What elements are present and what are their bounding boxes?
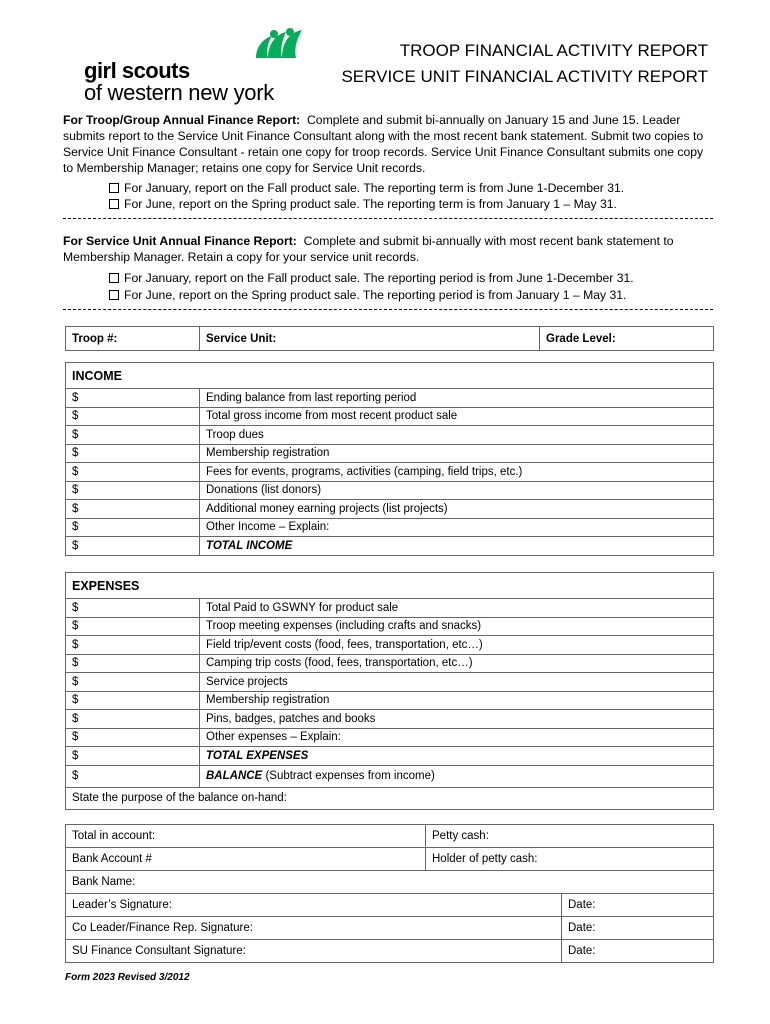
su-consultant-date-field[interactable]: Date: (562, 940, 714, 963)
su-option-january[interactable]: For January, report on the Fall product sale. The reporting period is from June 1-December 31. (109, 270, 634, 286)
amount-field[interactable]: $ (66, 407, 200, 426)
logo-line1: girl scouts (84, 58, 190, 83)
amount-field[interactable]: $ (66, 463, 200, 482)
table-row (66, 426, 714, 445)
row-label: Donations (list donors) (200, 481, 714, 500)
income-header: INCOME (66, 363, 714, 389)
leader-date-field[interactable]: Date: (562, 894, 714, 917)
amount-field[interactable]: $ (66, 636, 200, 655)
total-income-label: TOTAL INCOME (200, 537, 714, 556)
amount-field[interactable]: $ (66, 518, 200, 537)
troop-number-field[interactable]: Troop #: (66, 327, 200, 351)
row-label: Camping trip costs (food, fees, transportation, etc…) (200, 654, 714, 673)
amount-field[interactable]: $ (66, 691, 200, 710)
su-instructions (63, 233, 713, 265)
total-in-account-field[interactable]: Total in account: (66, 825, 426, 848)
amount-field[interactable]: $ (66, 389, 200, 408)
table-row (66, 787, 714, 809)
balance-cell (200, 765, 714, 787)
checkbox-icon[interactable] (109, 183, 119, 193)
amount-field[interactable]: $ (66, 654, 200, 673)
row-label: Membership registration (200, 444, 714, 463)
troop-heading: For Troop/Group Annual Finance Report: (63, 113, 301, 127)
su-heading: For Service Unit Annual Finance Report: (63, 234, 297, 248)
su-consultant-signature-field[interactable]: SU Finance Consultant Signature: (66, 940, 562, 963)
income-table (65, 362, 714, 556)
table-row (66, 389, 714, 408)
table-row (66, 537, 714, 556)
row-label: Total gross income from most recent product sale (200, 407, 714, 426)
troop-info-table (65, 326, 714, 351)
total-expenses-label: TOTAL EXPENSES (200, 747, 714, 766)
table-row (66, 407, 714, 426)
expenses-header: EXPENSES (66, 573, 714, 599)
troop-option-june[interactable]: For June, report on the Spring product sale. The reporting term is from January 1 – May 31. (109, 196, 617, 212)
grade-level-field[interactable]: Grade Level: (540, 327, 714, 351)
row-label: Total Paid to GSWNY for product sale (200, 599, 714, 618)
balance-amount[interactable]: $ (66, 765, 200, 787)
troop-option-january[interactable]: For January, report on the Fall product sale. The reporting term is from June 1-December 31. (109, 180, 624, 196)
amount-field[interactable]: $ (66, 673, 200, 692)
amount-field[interactable]: $ (66, 481, 200, 500)
coleader-date-field[interactable]: Date: (562, 917, 714, 940)
checkbox-icon[interactable] (109, 273, 119, 283)
petty-cash-field[interactable]: Petty cash: (426, 825, 714, 848)
petty-cash-holder-field[interactable]: Holder of petty cash: (426, 848, 714, 871)
row-label: Field trip/event costs (food, fees, transportation, etc…) (200, 636, 714, 655)
logo-line2: of western new york (84, 80, 274, 105)
row-label: Other expenses – Explain: (200, 728, 714, 747)
account-table (65, 824, 714, 963)
row-label: Service projects (200, 673, 714, 692)
table-row (66, 518, 714, 537)
troop-instructions (63, 112, 713, 176)
service-unit-field[interactable]: Service Unit: (200, 327, 540, 351)
su-text: Complete and submit bi-annually with most recent bank statement to Membership Manager. Retain a copy for your service unit records. (63, 234, 674, 264)
amount-field[interactable]: $ (66, 617, 200, 636)
divider (63, 218, 713, 219)
total-expenses-amount[interactable]: $ (66, 747, 200, 766)
su-option-june[interactable]: For June, report on the Spring product sale. The reporting period is from January 1 – May 31. (109, 287, 626, 303)
report-titles (341, 38, 708, 90)
amount-field[interactable]: $ (66, 500, 200, 519)
form-revision: Form 2023 Revised 3/2012 (65, 972, 190, 983)
troop-text: Complete and submit bi-annually on January 15 and June 15. Leader submits report to the Service Unit Finance Consultant along with the most recent bank statement. Submit two copies to Service Unit Finance Consultant - retain one copy for troop records. Service Unit Finance Consultant submits one copy to Membership Manager; retains one copy for Service Unit records. (63, 113, 704, 175)
balance-label: BALANCE (206, 770, 263, 782)
checkbox-icon[interactable] (109, 199, 119, 209)
table-row (66, 444, 714, 463)
row-label: Membership registration (200, 691, 714, 710)
row-label: Additional money earning projects (list projects) (200, 500, 714, 519)
table-row (66, 599, 714, 618)
amount-field[interactable]: $ (66, 444, 200, 463)
title-troop: TROOP FINANCIAL ACTIVITY REPORT (399, 41, 708, 60)
table-row (66, 691, 714, 710)
row-label: Pins, badges, patches and books (200, 710, 714, 729)
expenses-table (65, 572, 714, 810)
logo (84, 28, 314, 108)
table-row (66, 500, 714, 519)
table-row (66, 673, 714, 692)
checkbox-icon[interactable] (109, 290, 119, 300)
bank-account-field[interactable]: Bank Account # (66, 848, 426, 871)
table-row (66, 747, 714, 766)
table-row (66, 765, 714, 787)
amount-field[interactable]: $ (66, 599, 200, 618)
amount-field[interactable]: $ (66, 426, 200, 445)
coleader-signature-field[interactable]: Co Leader/Finance Rep. Signature: (66, 917, 562, 940)
row-label: Troop meeting expenses (including crafts and snacks) (200, 617, 714, 636)
row-label: Fees for events, programs, activities (camping, field trips, etc.) (200, 463, 714, 482)
table-row (66, 710, 714, 729)
table-row (66, 481, 714, 500)
balance-note: (Subtract expenses from income) (265, 770, 435, 782)
balance-purpose-field[interactable]: State the purpose of the balance on-hand: (66, 787, 714, 809)
title-service-unit: SERVICE UNIT FINANCIAL ACTIVITY REPORT (341, 67, 708, 86)
divider (63, 309, 713, 310)
leader-signature-field[interactable]: Leader’s Signature: (66, 894, 562, 917)
table-row (66, 617, 714, 636)
row-label: Other Income – Explain: (200, 518, 714, 537)
bank-name-field[interactable]: Bank Name: (66, 871, 714, 894)
table-row (66, 463, 714, 482)
amount-field[interactable]: $ (66, 710, 200, 729)
table-row (66, 636, 714, 655)
row-label: Ending balance from last reporting period (200, 389, 714, 408)
total-income-amount[interactable]: $ (66, 537, 200, 556)
amount-field[interactable]: $ (66, 728, 200, 747)
table-row (66, 654, 714, 673)
table-row (66, 728, 714, 747)
trefoil-icon (172, 28, 304, 62)
row-label: Troop dues (200, 426, 714, 445)
